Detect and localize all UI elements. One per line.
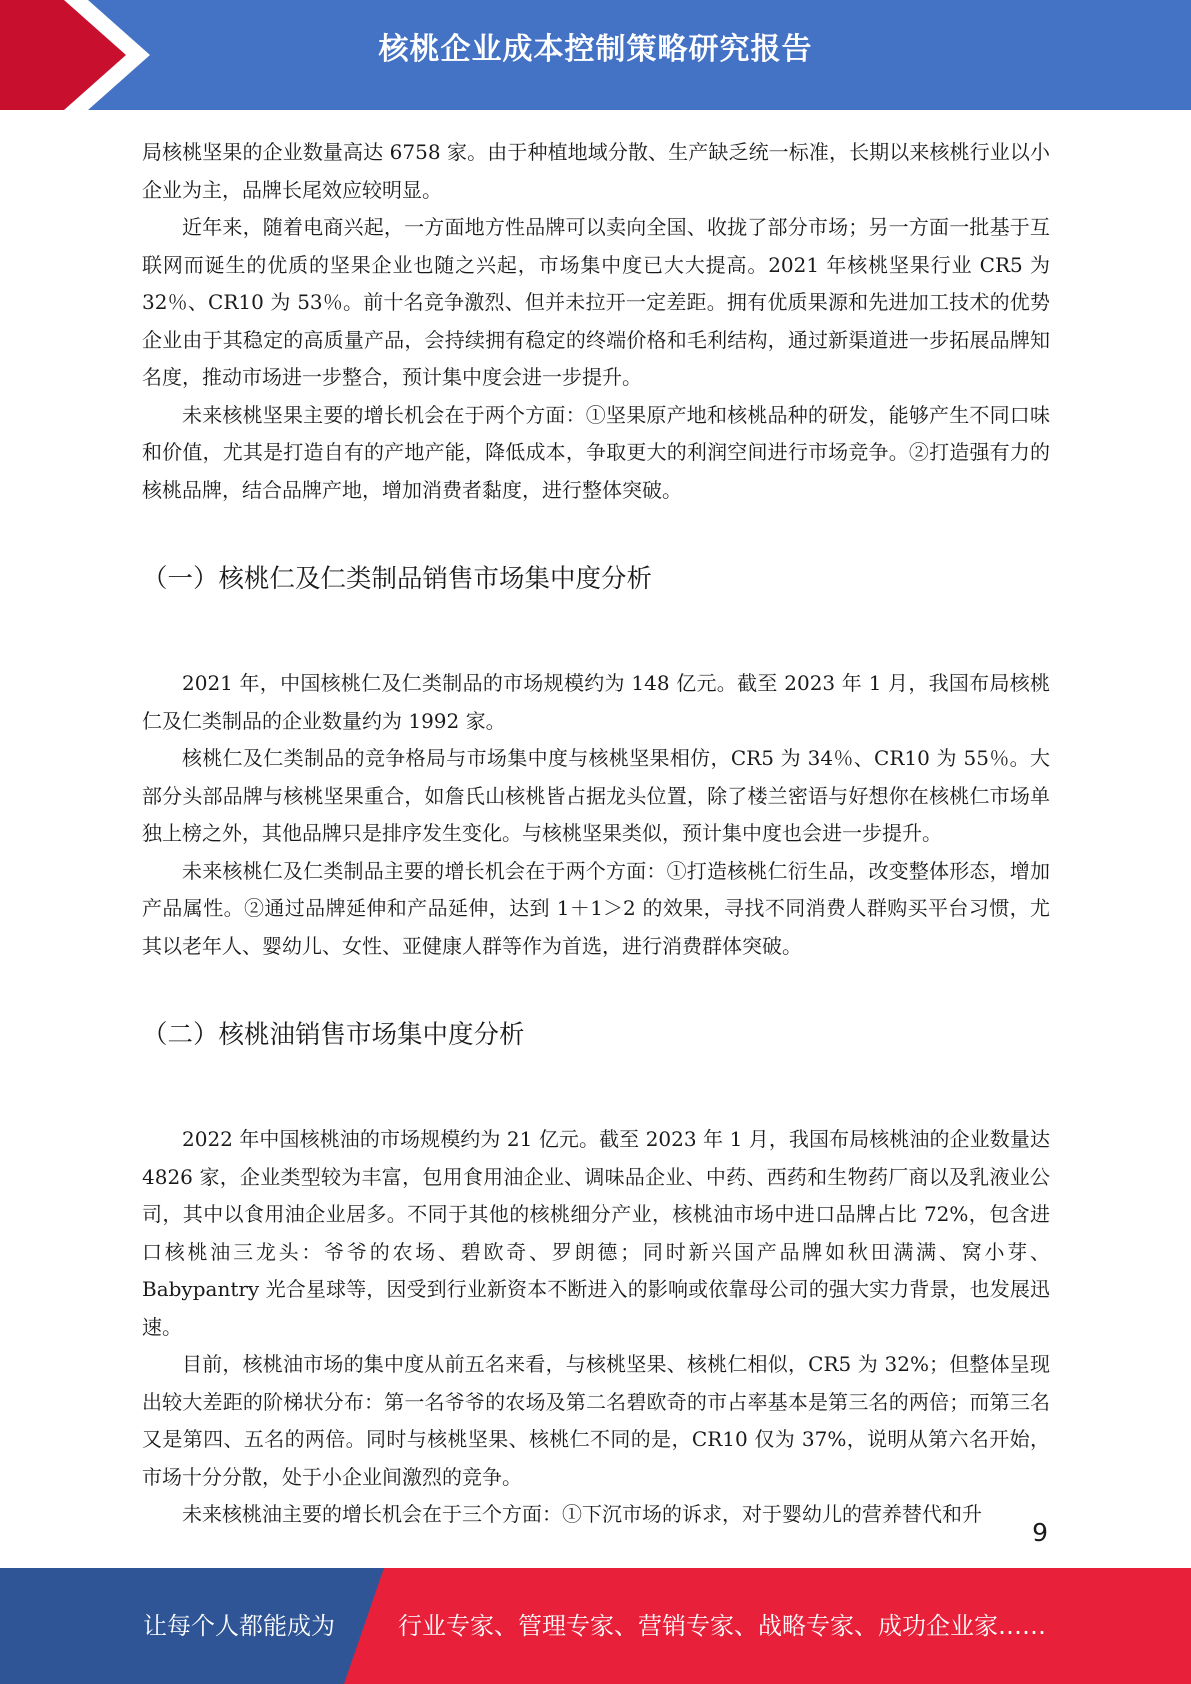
paragraph-s2-3: 未来核桃油主要的增长机会在于三个方面：①下沉市场的诉求，对于婴幼儿的营养替代和升 bbox=[182, 1502, 982, 1526]
paragraph-s1-2: 核桃仁及仁类制品的竞争格局与市场集中度与核桃坚果相仿，CR5 为 34％、CR10 为 55％。大部分头部品牌与核桃坚果重合，如詹氏山核桃皆占据龙头位置，除了楼兰密语与好想你在核桃仁市场单独上榜之外，其他品牌只是排序发生变化。与核桃坚果类似，预计集中度也会进一步提升。 bbox=[142, 746, 1050, 845]
section-title-walnut-oil: （二）核桃油销售市场集中度分析 bbox=[142, 1020, 525, 1050]
paragraph-s1-1: 2021 年，中国核桃仁及仁类制品的市场规模约为 148 亿元。截至 2023 年 1 月，我国布局核桃仁及仁类制品的企业数量约为 1992 家。 bbox=[142, 671, 1050, 733]
paragraph-intro-1: 局核桃坚果的企业数量高达 6758 家。由于种植地域分散、生产缺乏统一标准，长期以来核桃行业以小企业为主，品牌长尾效应较明显。 bbox=[142, 140, 1050, 202]
section-title-walnut-kernel: （一）核桃仁及仁类制品销售市场集中度分析 bbox=[142, 564, 653, 594]
footer-slogan-left: 让每个人都能成为 bbox=[143, 1612, 335, 1640]
page-number: 9 bbox=[1032, 1518, 1048, 1547]
page-header bbox=[0, 0, 1191, 110]
paragraph-intro-3: 未来核桃坚果主要的增长机会在于两个方面：①坚果原产地和核桃品种的研发，能够产生不同口味和价值，尤其是打造自有的产地产能，降低成本，争取更大的利润空间进行市场竞争。②打造强有力的核桃品牌，结合品牌产地，增加消费者黏度，进行整体突破。 bbox=[142, 402, 1050, 502]
page-footer bbox=[0, 1568, 1191, 1684]
paragraph-s1-3: 未来核桃仁及仁类制品主要的增长机会在于两个方面：①打造核桃仁衍生品，改变整体形态，增加产品属性。②通过品牌延伸和产品延伸，达到 1＋1＞2 的效果，寻找不同消费人群购买平台习惯，尤其以老年人、婴幼儿、女性、亚健康人群等作为首选，进行消费群体突破。 bbox=[142, 858, 1050, 958]
document-body bbox=[142, 134, 1050, 1534]
paragraph-s2-1: 2022 年中国核桃油的市场规模约为 21 亿元。截至 2023 年 1 月，我国布局核桃油的企业数量达 4826 家，企业类型较为丰富，包用食用油企业、调味品企业、中药、西药和生物药厂商以及乳液业公司，其中以食用油企业居多。不同于其他的核桃细分产业，核桃油市场中进口品牌占比 72%，包含进口核桃油三龙头：爷爷的农场、碧欧奇、罗朗德；同时新兴国产品牌如秋田满满、窝小芽、Babypantry 光合星球等，因受到行业新资本不断进入的影响或依靠母公司的强大实力背景，也发展迅速。 bbox=[142, 1127, 1050, 1339]
paragraph-intro-2: 近年来，随着电商兴起，一方面地方性品牌可以卖向全国、收拢了部分市场；另一方面一批基于互联网而诞生的优质的坚果企业也随之兴起，市场集中度已大大提高。2021 年核桃坚果行业 CR5 为 32％、CR10 为 53％。前十名竞争激烈、但并未拉开一定差距。拥有优质果源和先进加工技术的优势企业由于其稳定的高质量产品，会持续拥有稳定的终端价格和毛利结构，通过新渠道进一步拓展品牌知名度，推动市场进一步整合，预计集中度会进一步提升。 bbox=[142, 215, 1050, 389]
footer-slogan-right: 行业专家、管理专家、营销专家、战略专家、成功企业家…… bbox=[398, 1612, 1046, 1640]
header-title: 核桃企业成本控制策略研究报告 bbox=[378, 32, 813, 67]
paragraph-s2-2: 目前，核桃油市场的集中度从前五名来看，与核桃坚果、核桃仁相似，CR5 为 32%；但整体呈现出较大差距的阶梯状分布：第一名爷爷的农场及第二名碧欧奇的市占率基本是第三名的两倍；而第三名又是第四、五名的两倍。同时与核桃坚果、核桃仁不同的是，CR10 仅为 37%，说明从第六名开始，市场十分分散，处于小企业间激烈的竞争。 bbox=[142, 1352, 1050, 1489]
